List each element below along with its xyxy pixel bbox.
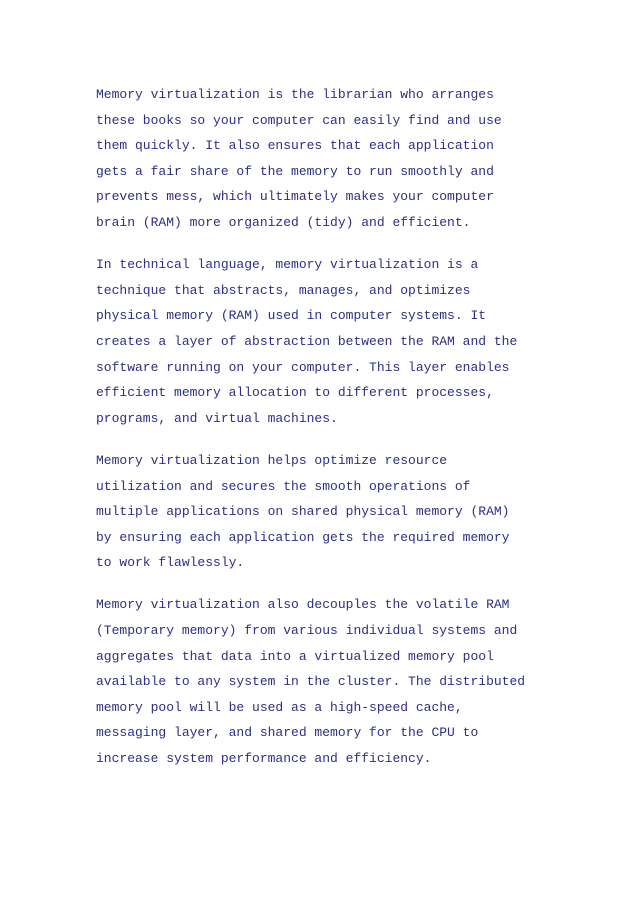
paragraph-line: programs, and virtual machines. bbox=[96, 410, 338, 426]
paragraph-line: aggregates that data into a virtualized memory pool bbox=[96, 648, 494, 664]
paragraph-line: available to any system in the cluster. The distributed bbox=[96, 674, 526, 690]
paragraph-line: Memory virtualization also decouples the volatile RAM bbox=[96, 597, 510, 613]
paragraph-line: messaging layer, and shared memory for the CPU to bbox=[96, 725, 479, 741]
paragraph-line: software running on your computer. This layer enables bbox=[96, 359, 510, 375]
paragraph-2 bbox=[96, 252, 566, 431]
paragraph-line: technique that abstracts, manages, and optimizes bbox=[96, 282, 471, 298]
paragraph-1 bbox=[96, 82, 566, 236]
paragraph-line: utilization and secures the smooth operations of bbox=[96, 478, 471, 494]
paragraph-line: efficient memory allocation to different processes, bbox=[96, 385, 494, 401]
paragraph-line: brain (RAM) more organized (tidy) and efficient. bbox=[96, 214, 471, 230]
paragraph-line: these books so your computer can easily find and use bbox=[96, 112, 502, 128]
paragraph-3 bbox=[96, 448, 566, 576]
paragraph-line: (Temporary memory) from various individual systems and bbox=[96, 623, 518, 639]
paragraph-line: to work flawlessly. bbox=[96, 555, 245, 571]
paragraph-line: increase system performance and efficiency. bbox=[96, 751, 432, 767]
paragraph-line: Memory virtualization helps optimize resource bbox=[96, 452, 448, 468]
paragraph-4 bbox=[96, 592, 566, 771]
paragraph-line: In technical language, memory virtualization is a bbox=[96, 257, 479, 273]
paragraph-line: Memory virtualization is the librarian who arranges bbox=[96, 87, 494, 102]
document-body bbox=[96, 82, 566, 788]
paragraph-line: multiple applications on shared physical memory (RAM) bbox=[96, 504, 510, 520]
paragraph-line: gets a fair share of the memory to run smoothly and bbox=[96, 163, 494, 179]
paragraph-line: memory pool will be used as a high-speed cache, bbox=[96, 699, 463, 715]
paragraph-line: them quickly. It also ensures that each application bbox=[96, 138, 494, 154]
paragraph-line: physical memory (RAM) used in computer systems. It bbox=[96, 308, 487, 324]
paragraph-line: prevents mess, which ultimately makes your computer bbox=[96, 189, 494, 205]
paragraph-line: by ensuring each application gets the required memory bbox=[96, 529, 510, 545]
paragraph-line: creates a layer of abstraction between the RAM and the bbox=[96, 333, 518, 349]
